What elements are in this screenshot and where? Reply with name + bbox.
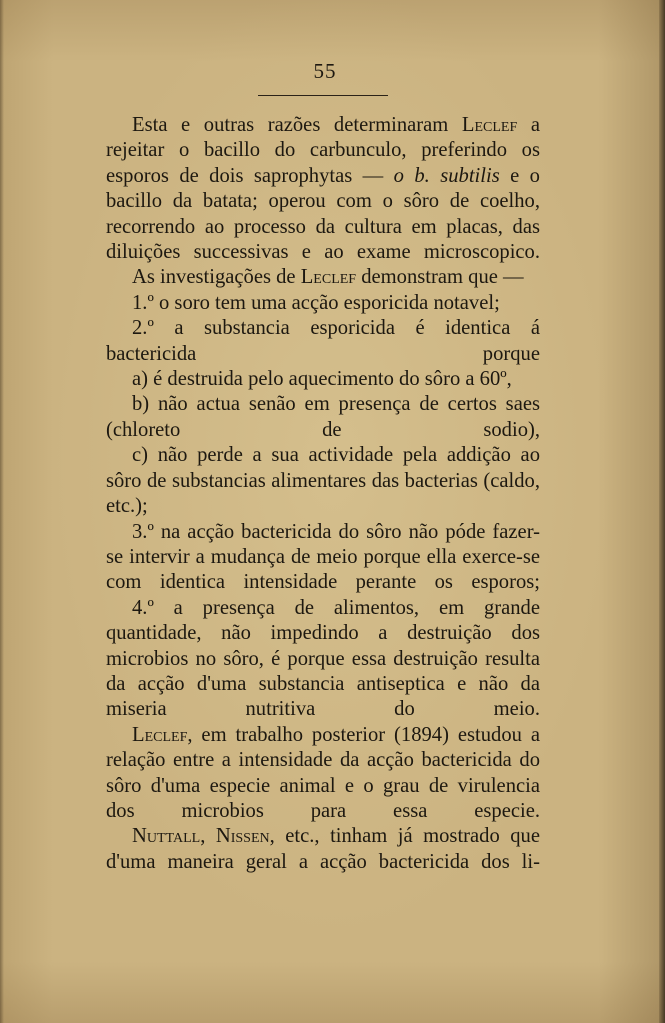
author-name: Nissen (215, 825, 270, 848)
paragraph-leclef-1894: Leclef, em trabalho posterior (1894) estudou a relação entre a intensidade da acção bactericida do sôro d'uma especie animal e o grau de virulencia dos microbios para essa especie. (106, 723, 540, 822)
item-2-identical: 2.º a substancia esporicida é identica á bactericida porque (106, 317, 540, 365)
item-4-nutrients: 4.º a presença de alimentos, em grande quantidade, não impedindo a destruição dos microbios no sôro, é porque essa destruição resulta da acção d'uma substancia antiseptica e não da miseria nutritiva do meio. (106, 596, 540, 721)
author-name: Nuttall (132, 825, 201, 848)
item-3-medium: 3.º na acção bactericida do sôro não póde fazer-se intervir a mudança de meio porque ella exerce-se com identica intensidade perante os esporos; (106, 520, 540, 594)
author-name: Leclef (300, 266, 357, 289)
item-2b-salts: b) não actua senão em presença de certos saes (chloreto de sodio), (106, 393, 540, 441)
author-name: Leclef (132, 723, 188, 746)
item-1-sporicidal: 1.º o soro tem uma acção esporicida notavel; (132, 291, 500, 314)
body-text (106, 113, 540, 875)
item-2c-activity: c) não perde a sua actividade pela addição ao sôro de substancias alimentares das bacterias (caldo, etc.); (106, 444, 540, 518)
page-edge-left (0, 0, 4, 1023)
species-name: o b. subtilis (393, 164, 500, 187)
page-edge-right (659, 0, 665, 1023)
header-rule (258, 95, 388, 96)
item-2a-heat: a) é destruida pelo aquecimento do sôro a 60º, (132, 368, 512, 391)
paragraph-nuttall-nissen: Nuttall, Nissen, etc., tinham já mostrado que d'uma maneira geral a acção bactericida dos li- (106, 825, 540, 873)
author-name: Leclef (461, 114, 518, 136)
paragraph-investigations: As investigações de Leclef demonstram que — (132, 266, 524, 289)
page-number: 55 (313, 59, 337, 83)
paragraph-leclef-reasons: Esta e outras razões determinaram Leclef a rejeitar o bacillo do carbunculo, preferindo os esporos de dois saprophytas — o b. subtilis e o bacillo da batata; operou com o sôro de coelho, recorrendo ao processo da cultura em placas, das diluições successivas e ao exame microscopico. (106, 114, 540, 264)
